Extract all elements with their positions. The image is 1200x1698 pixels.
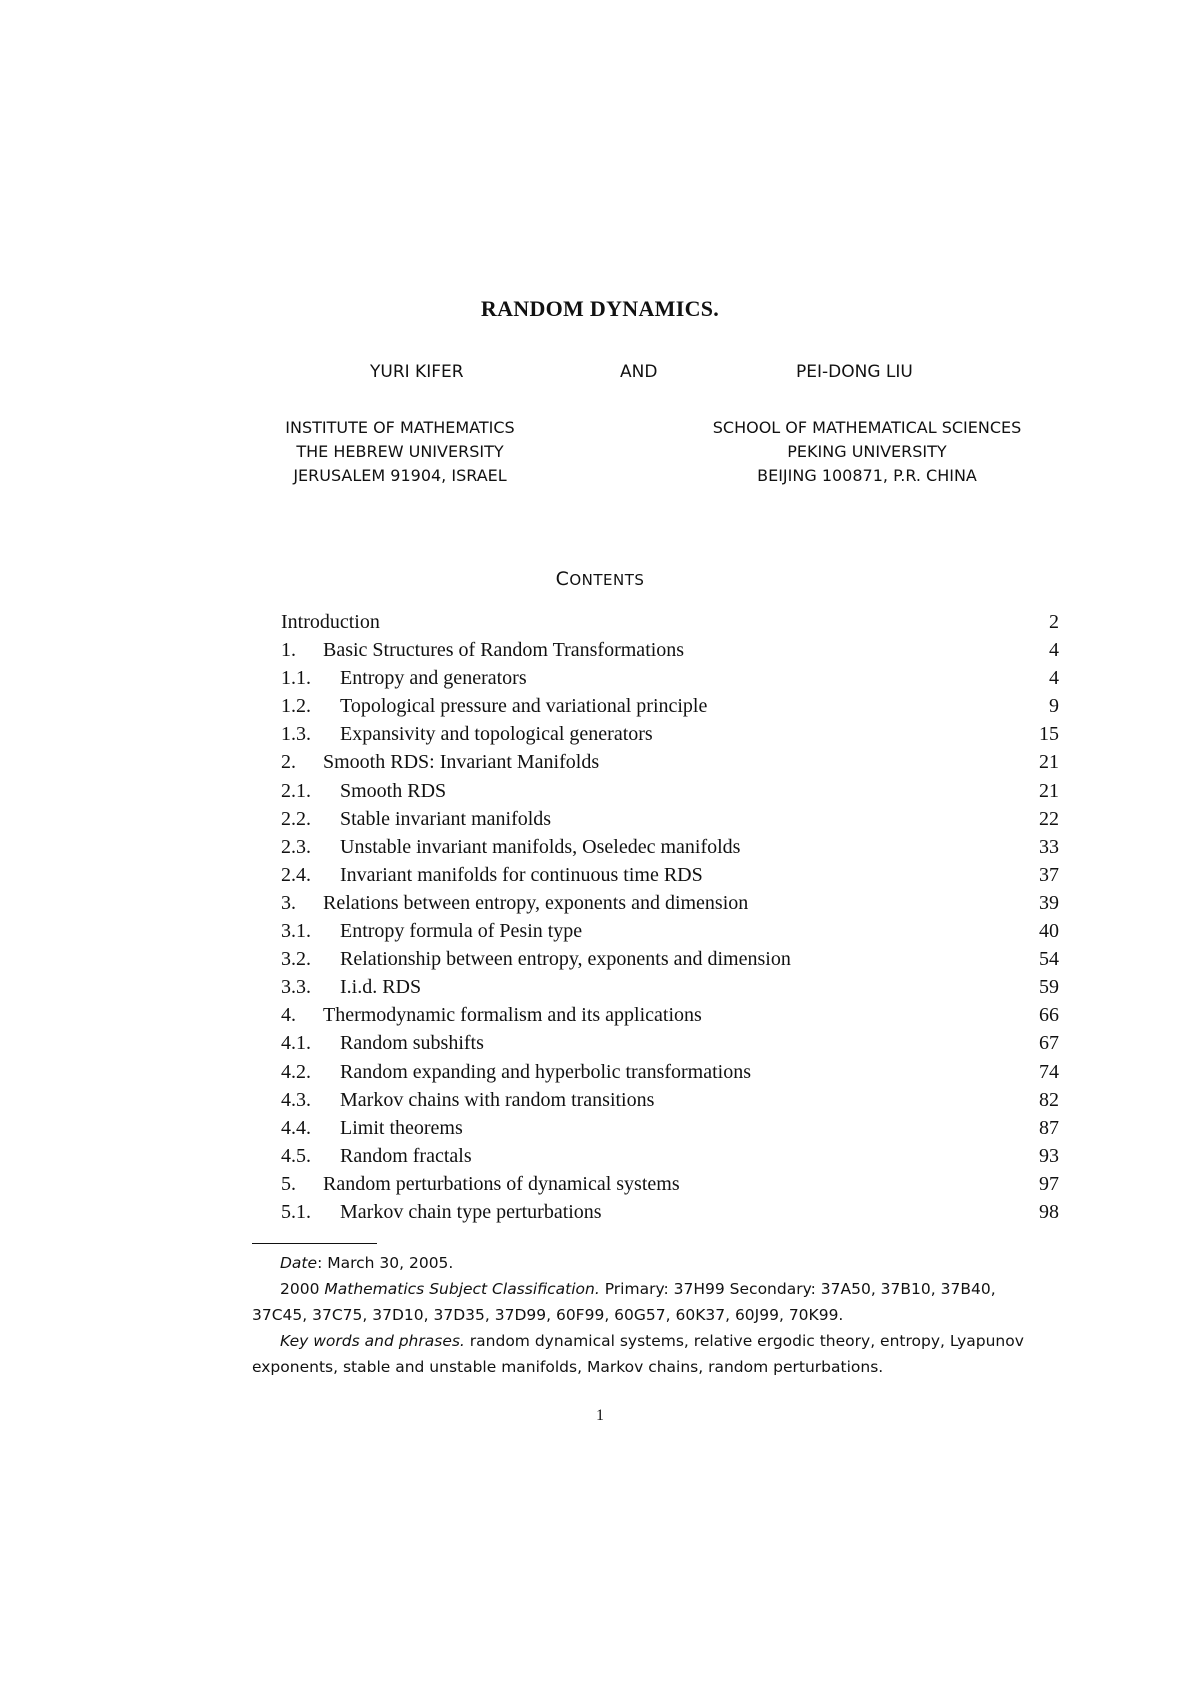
contents-heading-initial: C <box>555 568 570 590</box>
toc-entry <box>281 973 1059 1001</box>
footnote-msc-line1: Primary: 37H99 Secondary: 37A50, 37B10, 37B40, <box>599 1280 996 1298</box>
affiliation-left-line: THE HEBREW UNIVERSITY <box>296 442 504 461</box>
toc-entry-number: 1.1. <box>281 667 311 690</box>
toc-entry-title: Invariant manifolds for continuous time RDS <box>340 863 703 886</box>
toc-entry <box>281 889 1059 917</box>
toc-entry <box>281 664 1059 692</box>
toc-entry-title: Random expanding and hyperbolic transformations <box>340 1060 752 1083</box>
author-right: PEI-DONG LIU <box>796 362 913 382</box>
toc-entry-number: 4.3. <box>281 1088 311 1111</box>
footnote-date-label: Date <box>280 1254 318 1272</box>
toc-entry-page: 2 <box>1049 611 1059 633</box>
toc-entry-number: 3. <box>281 891 296 914</box>
toc-entry-title: Introduction <box>281 611 380 633</box>
toc-entry <box>281 1198 1059 1226</box>
toc-entry-number: 5.1. <box>281 1200 311 1223</box>
toc-entry-number: 4.4. <box>281 1116 311 1139</box>
affiliation-right-line: PEKING UNIVERSITY <box>787 442 947 461</box>
toc-entry-number: 1. <box>281 639 296 662</box>
toc-entry-title: Relationship between entropy, exponents and dimension <box>340 948 791 971</box>
toc-entry-title: Entropy and generators <box>340 667 527 690</box>
footnote-keywords <box>252 1328 1060 1354</box>
toc-entry <box>281 720 1059 748</box>
toc-entry-title: Topological pressure and variational principle <box>340 695 708 718</box>
toc-entry-page: 98 <box>1039 1200 1059 1223</box>
toc-entry-title: Markov chains with random transitions <box>340 1088 655 1111</box>
toc-entry-page: 67 <box>1039 1032 1059 1055</box>
toc-entry <box>281 1170 1059 1198</box>
toc-entry-page: 4 <box>1049 639 1059 662</box>
toc-entry-title: Limit theorems <box>340 1116 463 1139</box>
toc-entry-page: 39 <box>1039 891 1059 914</box>
footnote-keywords-label: Key words and phrases. <box>280 1332 465 1350</box>
toc-entry-page: 15 <box>1039 723 1059 746</box>
toc-entry <box>281 833 1059 861</box>
affiliation-right-line: BEIJING 100871, P.R. CHINA <box>757 466 977 485</box>
affiliation-left-line: INSTITUTE OF MATHEMATICS <box>285 418 515 437</box>
toc-entry <box>281 692 1059 720</box>
toc-entry-title: Thermodynamic formalism and its applications <box>323 1004 702 1027</box>
toc-entry-page: 40 <box>1039 920 1059 943</box>
toc-entry-number: 2.1. <box>281 779 311 802</box>
footnote-keywords-line1: random dynamical systems, relative ergodic theory, entropy, Lyapunov <box>464 1332 1024 1350</box>
toc-entry-title: Markov chain type perturbations <box>340 1200 602 1223</box>
toc-entry-page: 37 <box>1039 863 1059 886</box>
toc-entry <box>281 1086 1059 1114</box>
toc-entry-title: Random fractals <box>340 1144 472 1167</box>
toc-entry-title: Random subshifts <box>340 1032 484 1055</box>
toc-entry-page: 74 <box>1039 1060 1059 1083</box>
footnote-date <box>252 1250 1060 1276</box>
toc-entry-title: Entropy formula of Pesin type <box>340 920 583 943</box>
table-of-contents <box>281 608 1059 1226</box>
toc-entry-page: 59 <box>1039 976 1059 999</box>
toc-entry-page: 82 <box>1039 1088 1059 1111</box>
toc-entry-page: 21 <box>1039 751 1059 774</box>
toc-entry <box>281 777 1059 805</box>
toc-entry-title: Smooth RDS <box>340 779 447 802</box>
footnote-msc-year: 2000 <box>280 1280 325 1298</box>
footnote-keywords-continued: exponents, stable and unstable manifolds, Markov chains, random perturbations. <box>252 1358 884 1376</box>
toc-entry-page: 21 <box>1039 779 1059 802</box>
toc-entry-page: 9 <box>1049 695 1059 718</box>
page-number: 1 <box>596 1407 604 1424</box>
toc-entry-title: Expansivity and topological generators <box>340 723 653 746</box>
toc-entry-number: 1.2. <box>281 695 311 718</box>
toc-entry-number: 2. <box>281 751 296 774</box>
toc-entry-page: 66 <box>1039 1004 1059 1027</box>
toc-entry-title: Smooth RDS: Invariant Manifolds <box>323 751 600 774</box>
toc-entry <box>281 1142 1059 1170</box>
toc-entry-page: 97 <box>1039 1172 1059 1195</box>
toc-entry-page: 4 <box>1049 667 1059 690</box>
toc-entry <box>281 1058 1059 1086</box>
toc-entry-page: 87 <box>1039 1116 1059 1139</box>
footnote-msc <box>252 1276 1060 1302</box>
affiliation-right <box>672 416 1062 488</box>
contents-heading-rest: ONTENTS <box>569 571 645 589</box>
toc-entry <box>281 861 1059 889</box>
toc-entry <box>281 1029 1059 1057</box>
toc-entry-title: I.i.d. RDS <box>340 976 422 999</box>
footnote-msc-label: Mathematics Subject Classification. <box>324 1280 600 1298</box>
toc-entry-page: 54 <box>1039 948 1059 971</box>
toc-entry-number: 3.3. <box>281 976 311 999</box>
toc-entry-number: 1.3. <box>281 723 311 746</box>
toc-entry-title: Stable invariant manifolds <box>340 807 552 830</box>
footnotes <box>252 1250 1060 1380</box>
toc-entry-number: 4.2. <box>281 1060 311 1083</box>
footnote-msc-continued: 37C45, 37C75, 37D10, 37D35, 37D99, 60F99, 60G57, 60K37, 60J99, 70K99. <box>252 1306 844 1324</box>
toc-entry <box>281 1114 1059 1142</box>
toc-entry <box>281 945 1059 973</box>
paper-title: RANDOM DYNAMICS. <box>480 296 720 321</box>
toc-entry-number: 4.1. <box>281 1032 311 1055</box>
toc-entry <box>281 805 1059 833</box>
affiliation-left <box>245 416 555 488</box>
toc-entry <box>281 917 1059 945</box>
toc-entry-number: 5. <box>281 1172 296 1195</box>
toc-entry <box>281 1001 1059 1029</box>
toc-entry-title: Unstable invariant manifolds, Oseledec manifolds <box>340 835 741 858</box>
toc-entry <box>281 748 1059 776</box>
toc-entry-title: Random perturbations of dynamical systems <box>323 1172 680 1195</box>
contents-heading <box>0 568 1200 590</box>
toc-entry-number: 2.4. <box>281 863 311 886</box>
footnote-rule <box>252 1243 377 1244</box>
toc-entry-title: Relations between entropy, exponents and dimension <box>323 891 749 914</box>
toc-entry-number: 2.2. <box>281 807 311 830</box>
toc-entry-page: 33 <box>1039 835 1059 858</box>
author-conjunction: AND <box>620 362 658 382</box>
toc-entry-number: 3.1. <box>281 920 311 943</box>
toc-entry-number: 3.2. <box>281 948 311 971</box>
toc-entry <box>281 636 1059 664</box>
toc-entry-title: Basic Structures of Random Transformations <box>323 639 685 662</box>
toc-entry-number: 4.5. <box>281 1144 311 1167</box>
toc-entry-number: 4. <box>281 1004 296 1027</box>
toc-entry-page: 93 <box>1039 1144 1059 1167</box>
toc-entry-number: 2.3. <box>281 835 311 858</box>
toc-entry <box>281 608 1059 636</box>
author-left: YURI KIFER <box>370 362 464 382</box>
affiliation-left-line: JERUSALEM 91904, ISRAEL <box>293 466 507 485</box>
footnote-date-value: : March 30, 2005. <box>317 1254 454 1272</box>
affiliation-right-line: SCHOOL OF MATHEMATICAL SCIENCES <box>712 418 1022 437</box>
toc-entry-page: 22 <box>1039 807 1059 830</box>
